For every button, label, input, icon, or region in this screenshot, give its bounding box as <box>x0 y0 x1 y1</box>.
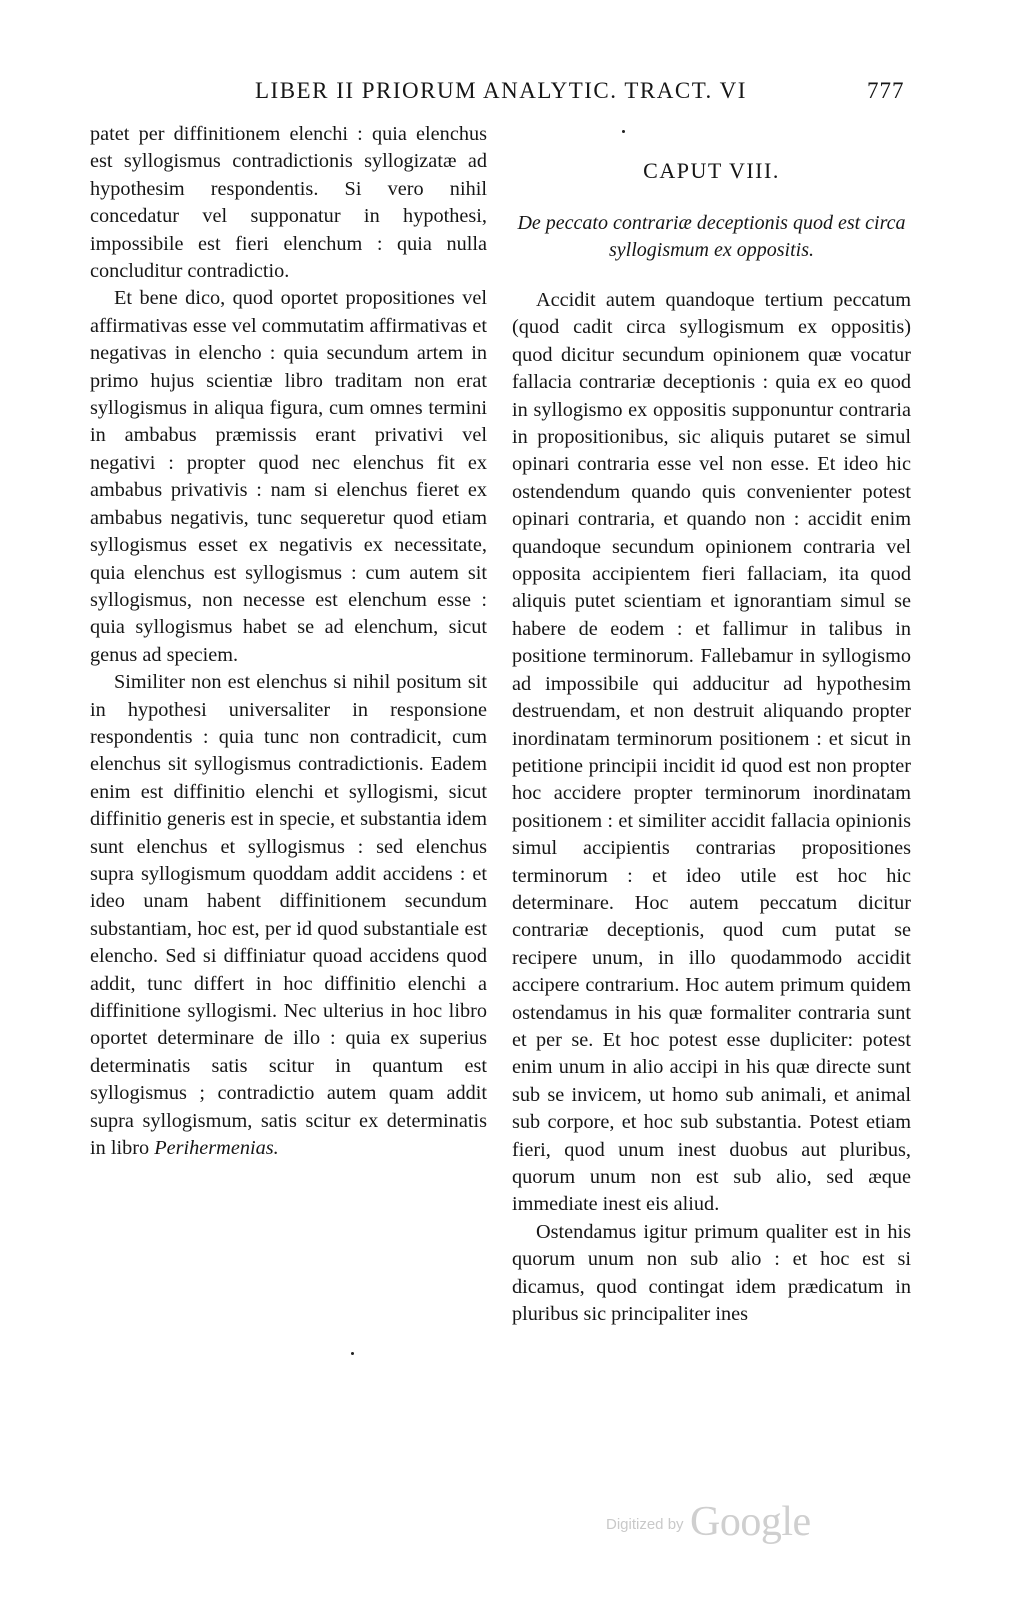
right-paragraph-2: Ostendamus igitur primum qualiter est in his quorum unum non sub alio : et hoc est si dicamus, quod contingat idem prædicatum in pluribus sic principaliter ines <box>512 1220 911 1326</box>
stray-dot <box>351 1352 354 1355</box>
left-paragraph-3 <box>90 669 487 1162</box>
book-title-italic: Perihermenias. <box>154 1137 279 1160</box>
left-paragraph-2: Et bene dico, quod oportet propositiones vel affirmativas esse vel commutatim affirmativas et negativas in elencho : quia secundum artem in primo hujus scientiæ libro traditam non erat syllogismus in aliqua figura, cum omnes termini in ambabus præmissis erant privativi vel negativi : propter quod nec elenchus fit ex ambabus privativis : nam si elenchus fieret ex ambabus negativis, tunc sequeretur quod etiam syllogismus esset ex negativis ex necessitate, quia elenchus est syllogismus : cum autem sit syllogismus, non necesse est elenchum esse : quia syllogismus habet se ad elenchum, sicut genus ad speciem. <box>90 287 487 666</box>
running-title: LIBER II PRIORUM ANALYTIC. TRACT. VI <box>255 78 747 103</box>
watermark-prefix: Digitized by <box>606 1516 684 1533</box>
stray-dot <box>622 130 625 133</box>
google-logo: Google <box>690 1499 811 1545</box>
chapter-subtitle: De peccato contrariæ deceptionis quod est circa syllogismum ex oppositis. <box>517 212 906 261</box>
right-paragraph-1: Accidit autem quandoque tertium peccatum (quod cadit circa syllogismum ex oppositis) quod dicitur secundum opinionem quæ vocatur fallacia contrariæ deceptionis : quia ex eo quod in syllogismo ex oppositis supponuntur contraria in propositionibus, sic aliquis putaret se simul opinari contraria esse vel non esse. Et ideo hic ostendendum quando quis convenienter potest opinari contraria, et quando non : accidit enim quandoque secundum opinionem contraria vel opposita accipientem fieri fallaciam, ita quod aliquis putet scientiam et ignorantiam simul se habere de eodem : et fallimur in talibus in positione terminorum. Fallebamur in syllogismo ad impossibile qui adducitur ad hypothesim destruendam, et non destruit aliquando propter inordinatam terminorum positionem : et sicut in petitione principii incidit id quod est non propter hoc accidere propter terminorum inordinatam positionem : et similiter accidit fallacia opinionis simul accipientis contrarias propositiones terminorum : et ideo utile est hoc hic determinare. Hoc autem peccatum dicitur contrariæ deceptionis, quod cum putat se recipere unum, in illo quodammodo accidit accipere contrarium. Hoc autem primum quidem ostendamus in his quæ formaliter contraria sunt et per se. Et hoc potest esse dupliciter: potest enim unum in alio accipi in his quæ directe sunt sub se invicem, ut homo sub animali, et animal sub corpore, et hoc sub substantia. Potest etiam fieri, quod unum inest duobus aut pluribus, quorum unum non est sub alio, sed æque immediate inest eis aliud. <box>512 289 911 1216</box>
page-number: 777 <box>867 78 905 103</box>
left-paragraph-3-text: Similiter non est elenchus si nihil positum sit in hypothesi universaliter in responsione respondentis : quia tunc non contradicit, cum elenchus sit syllogismus contradictionis. Eadem enim est diffinitio elenchi et syllogismi, sicut diffinitio generis est in specie, et substantia idem sunt elenchus et syllogismus : sed elenchus supra syllogismum quoddam addit accidens : et ideo unam habent diffinitionem secundum substantiam, hoc est, per id quod substantiale est elencho. Sed si diffiniatur quoad accidens quod addit, tunc differt in hoc diffinitio elenchi a diffinitione syllogismi. Nec ulterius in hoc libro oportet determinare de illo : quia ex superius determinatis satis scitur in quantum est syllogismus ; contradictio autem quam addit supra syllogismum, satis scitur ex determinatis in libro <box>90 671 487 1160</box>
chapter-title: CAPUT VIII. <box>643 158 780 183</box>
left-column <box>90 121 487 1162</box>
left-paragraph-1: patet per diffinitionem elenchi : quia elenchus est syllogismus contradictionis syllogizatæ ad hypothesim respondentis. Si vero nihil concedatur vel supponatur in hypothesi, impossibile est fieri elenchum : quia nulla concluditur contradictio. <box>90 123 487 283</box>
google-watermark <box>606 1498 811 1546</box>
right-column <box>512 287 911 1328</box>
